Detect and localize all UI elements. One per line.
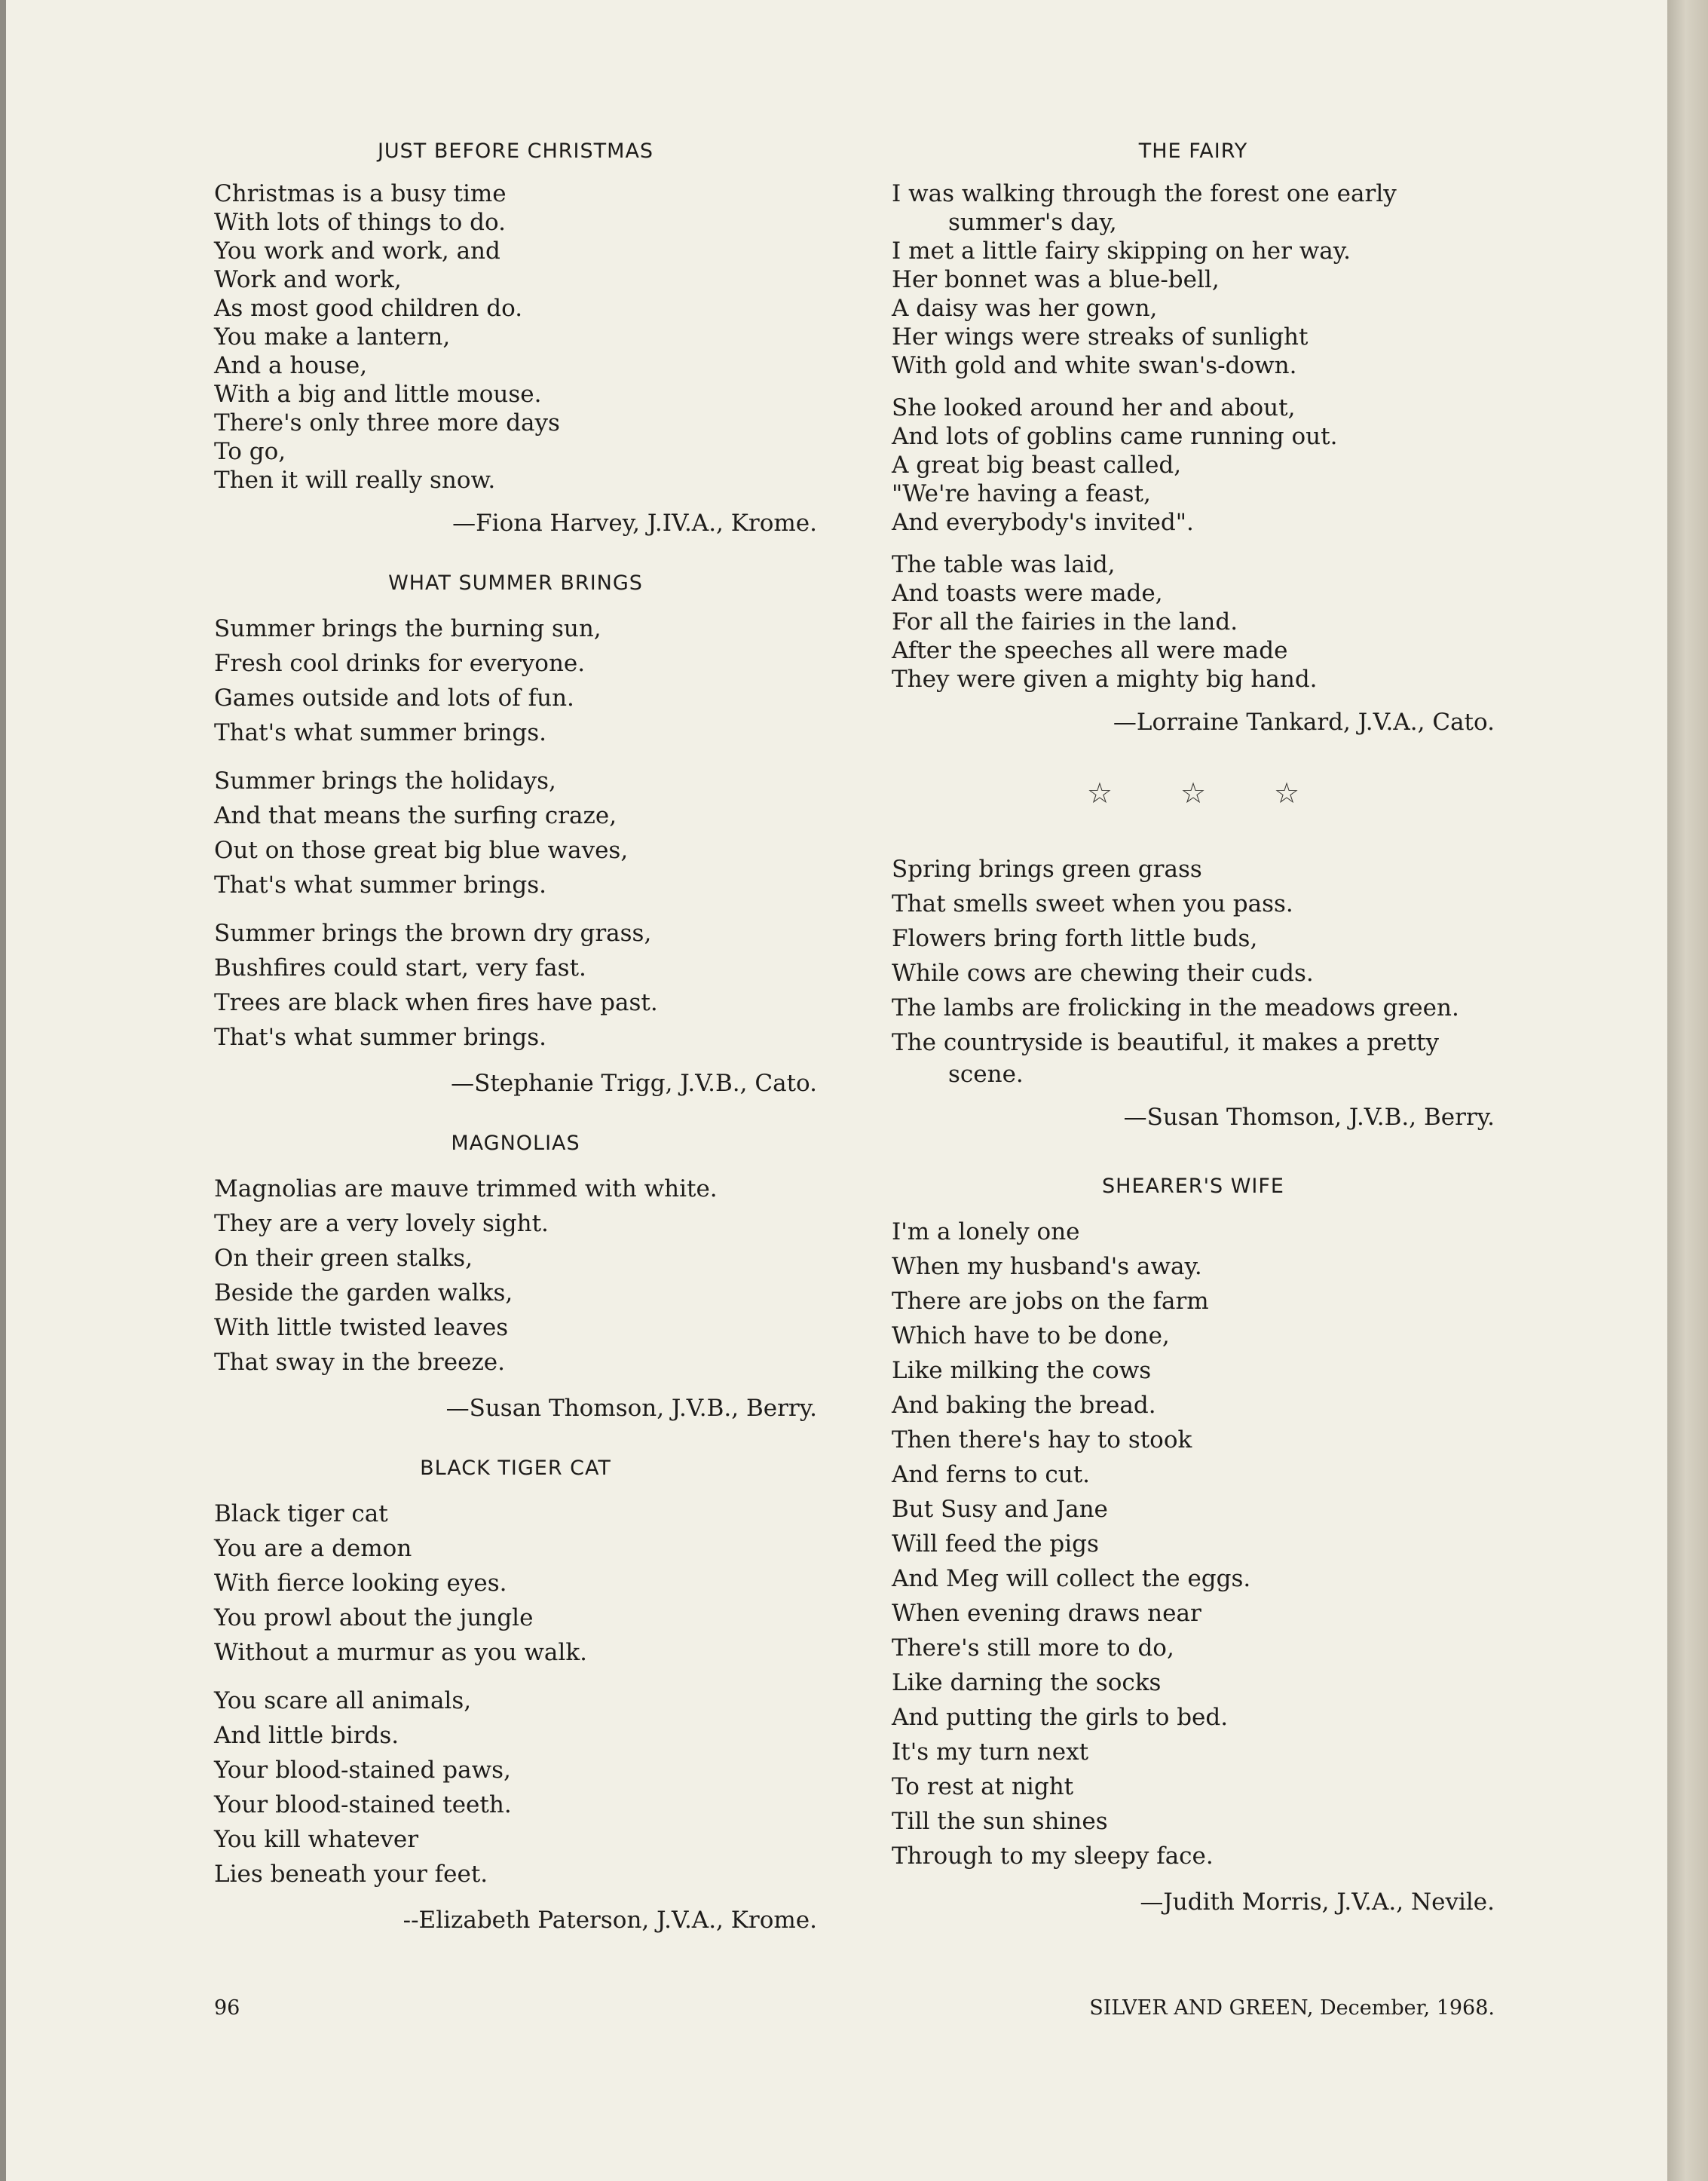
poem-line: "We're having a feast,: [892, 480, 1151, 507]
poem-line: They are a very lovely sight.: [214, 1210, 549, 1237]
poem-line: That sway in the breeze.: [214, 1349, 505, 1376]
poem-line: A daisy was her gown,: [892, 295, 1158, 322]
poem-line: And little birds.: [214, 1722, 399, 1749]
poem-line: When my husband's away.: [892, 1253, 1202, 1280]
poem-line: You scare all animals,: [214, 1687, 472, 1714]
poem-line: Summer brings the burning sun,: [214, 615, 601, 642]
poem-line: The lambs are frolicking in the meadows green.: [892, 994, 1459, 1022]
poem-line: You prowl about the jungle: [214, 1604, 534, 1631]
poem-line: And a house,: [214, 352, 368, 379]
poem-line-continuation: scene.: [948, 1061, 1024, 1088]
poem-line: On their green stalks,: [214, 1245, 473, 1272]
poem-line: You make a lantern,: [214, 323, 451, 351]
poem-line: And that means the surfing craze,: [214, 802, 617, 829]
stanza: [214, 764, 817, 902]
poem-title: THE FAIRY: [1138, 139, 1248, 163]
poem-line: That's what summer brings.: [214, 1024, 546, 1051]
poem-line: To go,: [214, 438, 286, 465]
poem-line: Like darning the socks: [892, 1669, 1162, 1696]
poem-author: —Lorraine Tankard, J.V.A., Cato.: [1113, 709, 1495, 736]
poem-line: You work and work, and: [214, 237, 500, 265]
poem-line: The table was laid,: [892, 551, 1116, 578]
poem-line: And putting the girls to bed.: [892, 1704, 1229, 1731]
left-column: [214, 139, 817, 1935]
poem-line: I was walking through the forest one early: [892, 180, 1397, 207]
poem-line: Flowers bring forth little buds,: [892, 925, 1258, 952]
running-footer: SILVER AND GREEN, December, 1968.: [1089, 1996, 1495, 2020]
poem-line: But Susy and Jane: [892, 1496, 1108, 1523]
poem-line: Lies beneath your feet.: [214, 1861, 488, 1888]
poem-line: Bushfires could start, very fast.: [214, 954, 586, 982]
poem-author: --Elizabeth Paterson, J.V.A., Krome.: [403, 1907, 817, 1934]
poem-line: And Meg will collect the eggs.: [892, 1565, 1251, 1592]
poem-spring: [892, 852, 1495, 1132]
poem-line: Your blood-stained paws,: [214, 1757, 511, 1784]
poem-line: And toasts were made,: [892, 580, 1163, 607]
poem-author: —Judith Morris, J.V.A., Nevile.: [1140, 1888, 1495, 1916]
right-column: [892, 139, 1495, 1917]
poem-line: That's what summer brings.: [214, 719, 546, 746]
poem-line: Christmas is a busy time: [214, 180, 507, 207]
poem-line: A great big beast called,: [892, 452, 1182, 479]
poem-line: With little twisted leaves: [214, 1314, 509, 1341]
stanza: [214, 611, 817, 750]
stanza: [892, 1215, 1495, 1873]
poem-line: To rest at night: [892, 1773, 1074, 1800]
poem-line: Trees are black when fires have past.: [214, 989, 658, 1016]
poem-title: BLACK TIGER CAT: [420, 1457, 611, 1480]
poem-line: That smells sweet when you pass.: [892, 890, 1293, 917]
poem-line: Will feed the pigs: [892, 1530, 1099, 1558]
poem-line: While cows are chewing their cuds.: [892, 960, 1314, 987]
poem-line: And baking the bread.: [892, 1392, 1156, 1419]
stanza: [214, 1683, 817, 1892]
poem-line: That's what summer brings.: [214, 871, 546, 899]
poem-line: There's only three more days: [214, 409, 560, 437]
poem-title: WHAT SUMMER BRINGS: [388, 571, 643, 595]
book-spine: [1667, 0, 1708, 2181]
stanza: [214, 916, 817, 1055]
poem-magnolias: [214, 1132, 817, 1423]
poem-line: Games outside and lots of fun.: [214, 685, 574, 712]
poem-line: I'm a lonely one: [892, 1218, 1080, 1245]
poem-line: Till the sun shines: [892, 1808, 1108, 1835]
stanza: [892, 179, 1495, 380]
poem-line: With gold and white swan's-down.: [892, 352, 1297, 379]
poem-line: For all the fairies in the land.: [892, 608, 1238, 636]
poem-author: —Susan Thomson, J.V.B., Berry.: [1123, 1104, 1495, 1131]
poem-author: —Fiona Harvey, J.IV.A., Krome.: [452, 510, 817, 537]
poem-line: Out on those great big blue waves,: [214, 837, 629, 864]
poem-line: I met a little fairy skipping on her way.: [892, 237, 1351, 265]
poem-line: Beside the garden walks,: [214, 1279, 513, 1306]
poem-line: Magnolias are mauve trimmed with white.: [214, 1175, 718, 1202]
poem-the-fairy: [892, 139, 1495, 737]
poem-line: Which have to be done,: [892, 1322, 1170, 1349]
page-number: 96: [214, 1996, 240, 2020]
poem-line: There are jobs on the farm: [892, 1288, 1209, 1315]
poem-line: The countryside is beautiful, it makes a pretty: [892, 1029, 1439, 1056]
poem-line: After the speeches all were made: [892, 637, 1288, 664]
poem-line: Like milking the cows: [892, 1357, 1152, 1384]
poem-line: Her wings were streaks of sunlight: [892, 323, 1309, 351]
poem-line: Spring brings green grass: [892, 856, 1202, 883]
poem-line: When evening draws near: [892, 1600, 1201, 1627]
poem-line-continuation: summer's day,: [948, 209, 1117, 236]
stanza: [214, 1172, 817, 1380]
poem-line: Through to my sleepy face.: [892, 1843, 1214, 1870]
poem-line: Then it will really snow.: [214, 467, 496, 494]
poem-author: —Stephanie Trigg, J.V.B., Cato.: [451, 1070, 817, 1097]
poem-line: Her bonnet was a blue-bell,: [892, 266, 1220, 293]
poem-line: With fierce looking eyes.: [214, 1570, 507, 1597]
poem-line: You are a demon: [214, 1535, 412, 1562]
poem-line: Your blood-stained teeth.: [214, 1791, 512, 1818]
stanza: [892, 394, 1495, 537]
poem-line: It's my turn next: [892, 1738, 1089, 1766]
poem-title: MAGNOLIAS: [451, 1132, 580, 1155]
star-divider-icon: ☆☆☆: [1086, 777, 1368, 810]
poem-line: And lots of goblins came running out.: [892, 423, 1338, 450]
stanza: [892, 550, 1495, 694]
poem-line: Summer brings the brown dry grass,: [214, 920, 652, 947]
poem-line: Summer brings the holidays,: [214, 767, 556, 795]
poem-line: Work and work,: [214, 266, 402, 293]
poem-line: Fresh cool drinks for everyone.: [214, 650, 586, 677]
stanza: [892, 852, 1495, 1089]
poem-shearers-wife: [892, 1175, 1495, 1917]
poem-line: She looked around her and about,: [892, 394, 1296, 421]
poem-line: With a big and little mouse.: [214, 381, 542, 408]
poem-just-before-christmas: [214, 139, 817, 538]
poem-line: There's still more to do,: [892, 1634, 1174, 1662]
poem-line: You kill whatever: [214, 1826, 419, 1853]
poem-author: —Susan Thomson, J.V.B., Berry.: [445, 1395, 817, 1422]
poem-line: They were given a mighty big hand.: [892, 666, 1318, 693]
stanza: [214, 179, 817, 495]
poem-title: JUST BEFORE CHRISTMAS: [377, 139, 654, 163]
poem-line: Without a murmur as you walk.: [214, 1639, 587, 1666]
poem-line: With lots of things to do.: [214, 209, 507, 236]
poem-line: As most good children do.: [214, 295, 523, 322]
stanza: [214, 1496, 817, 1670]
poem-title: SHEARER'S WIFE: [1102, 1175, 1284, 1198]
poem-black-tiger-cat: [214, 1457, 817, 1935]
poem-line: And ferns to cut.: [892, 1461, 1091, 1488]
poem-what-summer-brings: [214, 571, 817, 1098]
poem-line: Black tiger cat: [214, 1500, 388, 1527]
poem-line: Then there's hay to stook: [892, 1426, 1192, 1453]
poem-line: And everybody's invited".: [892, 509, 1194, 536]
